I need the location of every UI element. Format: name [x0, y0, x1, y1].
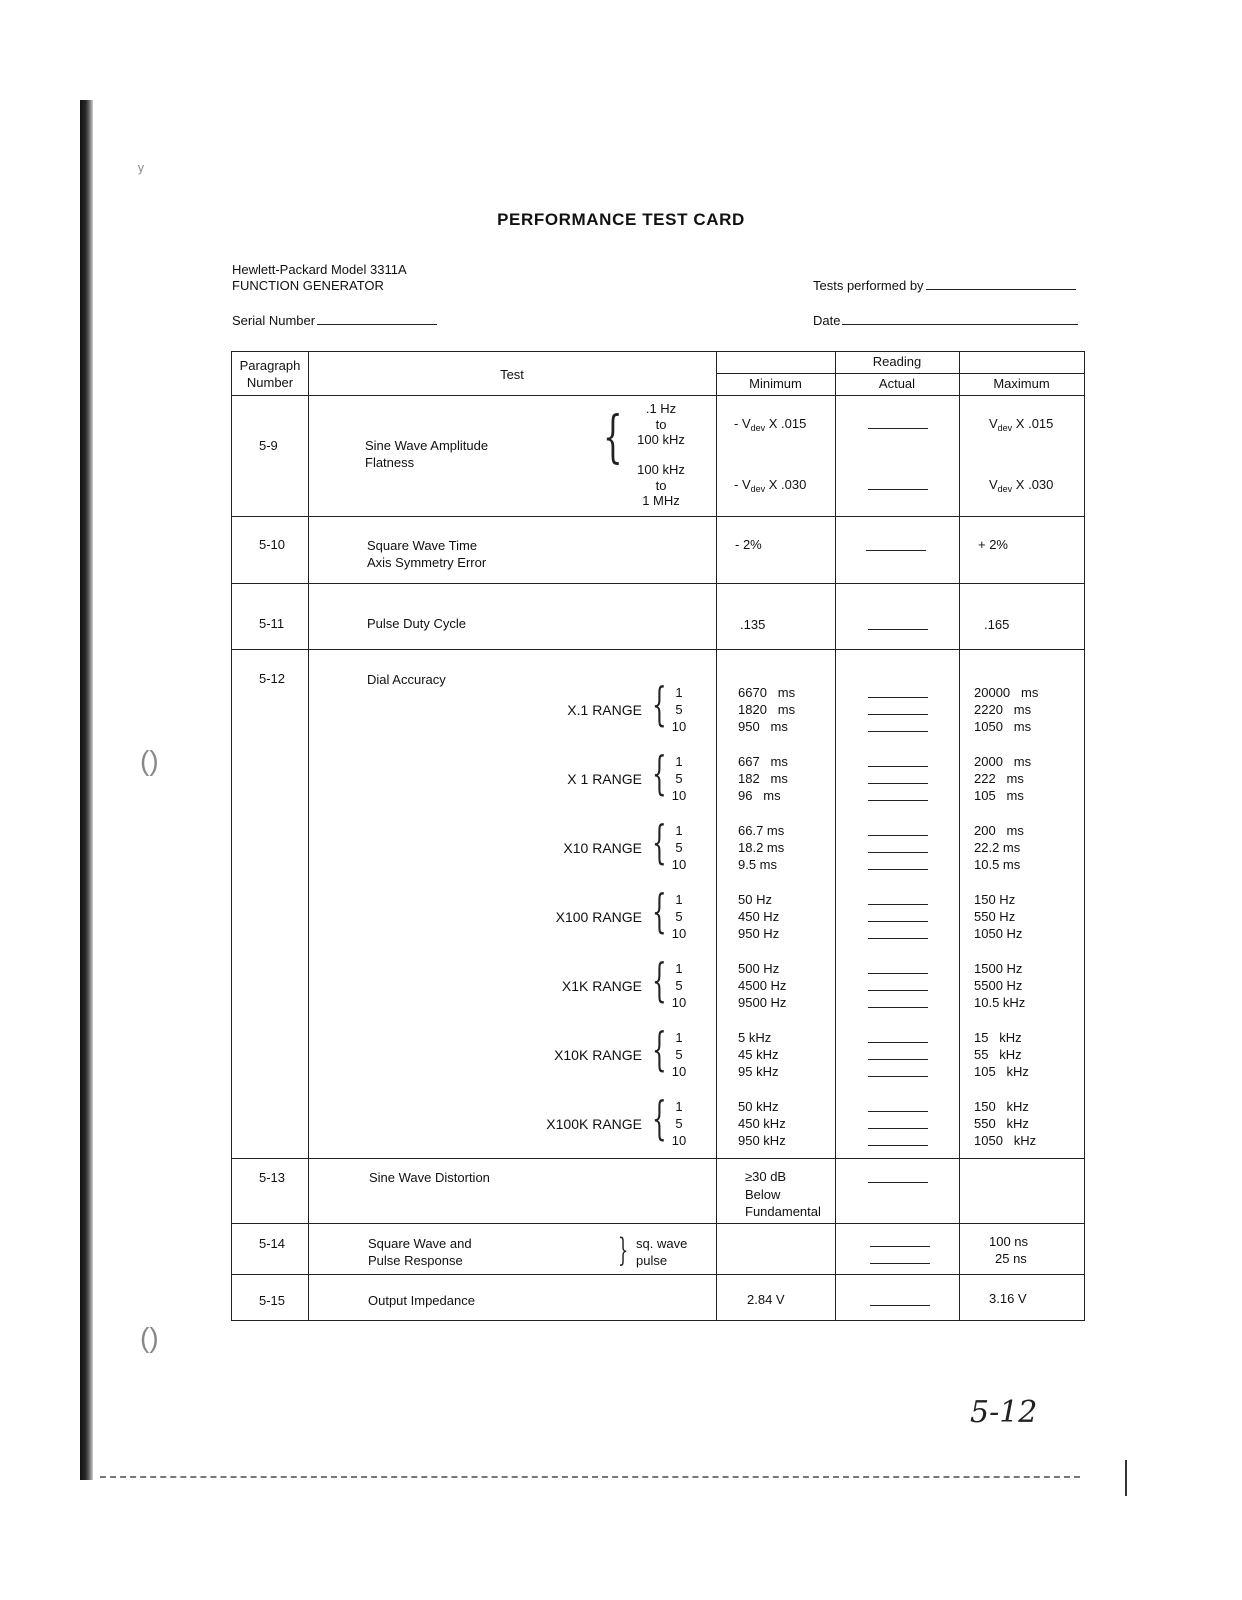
minimum-value: 9.5 ms — [738, 857, 778, 872]
maximum-value: 105 kHz — [974, 1064, 1029, 1079]
corner-mark — [1125, 1460, 1127, 1496]
minimum-value: 96 ms — [738, 788, 781, 803]
paragraph-number: 5-9 — [259, 438, 278, 453]
brace-icon: { — [652, 1022, 667, 1076]
column-divider — [716, 352, 717, 1320]
frequency-range-label: 1 MHz — [642, 493, 680, 508]
actual-reading-blank[interactable] — [868, 852, 928, 853]
row-divider — [232, 649, 1084, 650]
minimum-value: - 2% — [735, 537, 762, 552]
test-name: Sine Wave Amplitude — [365, 438, 489, 453]
actual-reading-blank[interactable] — [868, 904, 928, 905]
actual-reading-blank[interactable] — [868, 1128, 928, 1129]
maximum-value: + 2% — [978, 537, 1008, 552]
value-part: X .030 — [765, 477, 807, 492]
minimum-value: ≥30 dB — [745, 1169, 787, 1184]
minimum-value: 667 ms — [738, 754, 788, 769]
dial-setting: 5 — [675, 1116, 683, 1131]
minimum-value: 1820 ms — [738, 702, 796, 717]
maximum-value: 10.5 ms — [974, 857, 1021, 872]
maximum-value: 5500 Hz — [974, 978, 1023, 993]
tests-performed-blank — [926, 277, 1076, 290]
actual-reading-blank[interactable] — [868, 1182, 928, 1183]
actual-reading-blank[interactable] — [868, 629, 928, 630]
paragraph-number: 5-11 — [259, 616, 285, 631]
range-label: X.1 RANGE — [567, 702, 642, 718]
brace-icon: { — [652, 815, 667, 869]
paragraph-number: 5-15 — [259, 1293, 286, 1308]
actual-reading-blank[interactable] — [868, 1145, 928, 1146]
dial-setting: 10 — [671, 926, 687, 941]
actual-reading-blank[interactable] — [868, 973, 928, 974]
actual-reading-blank[interactable] — [868, 1076, 928, 1077]
maximum-value: 3.16 V — [989, 1291, 1027, 1306]
test-name: Square Wave and — [368, 1236, 472, 1251]
column-divider — [959, 352, 960, 1320]
minimum-value — [734, 477, 806, 494]
dial-setting: 5 — [675, 978, 683, 993]
minimum-value: 6670 ms — [738, 685, 796, 700]
range-label: X 1 RANGE — [567, 771, 642, 787]
tests-performed-label: Tests performed by — [813, 278, 924, 293]
test-name: Sine Wave Distortion — [369, 1170, 490, 1185]
maximum-value: 15 kHz — [974, 1030, 1022, 1045]
paragraph-number: 5-14 — [259, 1236, 286, 1251]
col-header-minimum: Minimum — [749, 376, 802, 391]
test-name: Axis Symmetry Error — [367, 555, 487, 570]
dial-setting: 1 — [675, 892, 683, 907]
value-part: X .030 — [1012, 477, 1054, 492]
maximum-value: 105 ms — [974, 788, 1024, 803]
range-label: X1K RANGE — [561, 978, 642, 994]
actual-reading-blank[interactable] — [868, 697, 928, 698]
value-part: - V — [734, 477, 751, 492]
dial-setting: 10 — [671, 719, 687, 734]
dial-setting: 1 — [675, 961, 683, 976]
col-header-test: Test — [500, 367, 524, 382]
test-name: Flatness — [365, 455, 415, 470]
model-label: Hewlett-Packard Model 3311A — [232, 262, 407, 277]
minimum-value: 50 Hz — [738, 892, 772, 907]
dial-setting: 5 — [675, 840, 683, 855]
brace-icon: { — [652, 746, 667, 800]
actual-reading-blank[interactable] — [868, 921, 928, 922]
minimum-value: 500 Hz — [738, 961, 780, 976]
minimum-value: 66.7 ms — [738, 823, 785, 838]
dial-setting: 1 — [675, 1030, 683, 1045]
minimum-value: Fundamental — [745, 1204, 821, 1219]
performance-test-table — [231, 351, 1085, 1321]
range-label: X10 RANGE — [563, 840, 642, 856]
brace-icon: { — [652, 884, 667, 938]
maximum-value — [989, 477, 1053, 494]
maximum-value: 2000 ms — [974, 754, 1032, 769]
maximum-value: 200 ms — [974, 823, 1024, 838]
dial-setting: 5 — [675, 1047, 683, 1062]
actual-reading-blank[interactable] — [868, 800, 928, 801]
actual-reading-blank[interactable] — [868, 1059, 928, 1060]
minimum-value: 9500 Hz — [738, 995, 787, 1010]
col-header-reading: Reading — [872, 354, 922, 369]
dial-setting: 1 — [675, 823, 683, 838]
col-header-maximum: Maximum — [993, 376, 1050, 391]
dial-setting: 5 — [675, 909, 683, 924]
brace-icon: { — [652, 953, 667, 1007]
minimum-value: 45 kHz — [738, 1047, 779, 1062]
test-name: Square Wave Time — [367, 538, 478, 553]
frequency-range-label: to — [655, 478, 667, 493]
actual-reading-blank[interactable] — [868, 489, 928, 490]
frequency-range-label: .1 Hz — [645, 401, 677, 416]
minimum-value: 950 kHz — [738, 1133, 786, 1148]
minimum-value: 450 Hz — [738, 909, 780, 924]
actual-reading-blank[interactable] — [868, 766, 928, 767]
actual-reading-blank[interactable] — [868, 990, 928, 991]
actual-reading-blank[interactable] — [868, 428, 928, 429]
maximum-value: 1050 kHz — [974, 1133, 1037, 1148]
minimum-value — [734, 416, 806, 433]
serial-number-blank — [317, 312, 437, 325]
actual-reading-blank[interactable] — [868, 1111, 928, 1112]
maximum-value: 550 kHz — [974, 1116, 1029, 1131]
response-option: pulse — [636, 1253, 668, 1268]
range-label: X100 RANGE — [555, 909, 642, 925]
dial-setting: 1 — [675, 685, 683, 700]
minimum-value: 450 kHz — [738, 1116, 786, 1131]
value-subscript: dev — [750, 423, 766, 433]
dial-setting: 5 — [675, 702, 683, 717]
maximum-value: 1050 Hz — [974, 926, 1023, 941]
paragraph-number: 5-10 — [259, 537, 286, 552]
value-subscript: dev — [997, 484, 1013, 494]
actual-reading-blank[interactable] — [868, 714, 928, 715]
instrument-label: FUNCTION GENERATOR — [232, 278, 384, 293]
dial-setting: 1 — [675, 754, 683, 769]
minimum-value: 950 Hz — [738, 926, 780, 941]
minimum-value: .135 — [740, 617, 766, 632]
paragraph-number: 5-13 — [259, 1170, 286, 1185]
maximum-value: 150 kHz — [974, 1099, 1029, 1114]
value-part: X .015 — [1012, 416, 1054, 431]
paragraph-number: 5-12 — [259, 671, 286, 686]
actual-reading-blank[interactable] — [868, 869, 928, 870]
page-title: PERFORMANCE TEST CARD — [497, 210, 745, 229]
dial-setting: 10 — [671, 995, 687, 1010]
minimum-value: 50 kHz — [738, 1099, 779, 1114]
actual-reading-blank[interactable] — [870, 1246, 930, 1247]
range-label: X100K RANGE — [546, 1116, 642, 1132]
punch-mark: ʸ — [138, 160, 144, 180]
dial-setting: 5 — [675, 771, 683, 786]
range-label: X10K RANGE — [554, 1047, 642, 1063]
actual-reading-blank[interactable] — [870, 1305, 930, 1306]
row-divider — [232, 1274, 1084, 1275]
actual-reading-blank[interactable] — [868, 731, 928, 732]
handwritten-page-number: 5-12 — [970, 1395, 1038, 1430]
minimum-value: 5 kHz — [738, 1030, 772, 1045]
dial-setting: 10 — [671, 1064, 687, 1079]
maximum-value: 100 ns — [989, 1234, 1029, 1249]
subheader-divider — [716, 373, 1084, 374]
dial-setting: 1 — [675, 1099, 683, 1114]
maximum-value: 150 Hz — [974, 892, 1016, 907]
dial-setting: 10 — [671, 857, 687, 872]
scan-edge-bar — [80, 100, 93, 1480]
maximum-value: 22.2 ms — [974, 840, 1021, 855]
punch-hole-mark: () — [140, 745, 159, 776]
date-label: Date — [813, 313, 841, 328]
date-field — [813, 312, 1078, 328]
test-name: Pulse Response — [368, 1253, 463, 1268]
row-divider — [232, 395, 1084, 396]
row-divider — [232, 1223, 1084, 1224]
maximum-value: 222 ms — [974, 771, 1024, 786]
frequency-range-label: 100 kHz — [637, 432, 685, 447]
serial-number-label: Serial Number — [232, 313, 316, 328]
col-header-paragraph: Paragraph — [239, 358, 301, 373]
minimum-value: Below — [745, 1187, 781, 1202]
punch-hole-mark: () — [140, 1322, 159, 1353]
maximum-value: 1050 ms — [974, 719, 1032, 734]
maximum-value: .165 — [984, 617, 1010, 632]
minimum-value: 18.2 ms — [738, 840, 785, 855]
response-option: sq. wave — [636, 1236, 688, 1251]
brace-icon: { — [603, 405, 623, 470]
row-divider — [232, 583, 1084, 584]
column-divider — [835, 352, 836, 1320]
minimum-value: 950 ms — [738, 719, 788, 734]
actual-reading-blank[interactable] — [866, 550, 926, 551]
row-divider — [232, 516, 1084, 517]
maximum-value: 550 Hz — [974, 909, 1016, 924]
date-blank — [842, 312, 1078, 325]
column-divider — [308, 352, 309, 1320]
actual-reading-blank[interactable] — [870, 1263, 930, 1264]
maximum-value — [989, 416, 1053, 433]
maximum-value: 25 ns — [995, 1251, 1027, 1266]
value-part: V — [989, 416, 998, 431]
minimum-value: 95 kHz — [738, 1064, 779, 1079]
actual-reading-blank[interactable] — [868, 938, 928, 939]
maximum-value: 2220 ms — [974, 702, 1032, 717]
minimum-value: 2.84 V — [747, 1292, 785, 1307]
col-header-actual: Actual — [878, 376, 916, 391]
brace-icon: { — [652, 1091, 667, 1145]
value-part: - V — [734, 416, 751, 431]
dial-setting: 10 — [671, 788, 687, 803]
value-subscript: dev — [997, 423, 1013, 433]
brace-icon: { — [652, 677, 667, 731]
value-part: V — [989, 477, 998, 492]
test-name: Output Impedance — [368, 1293, 475, 1308]
row-divider — [232, 1158, 1084, 1159]
serial-number-field — [232, 312, 437, 328]
test-name: Pulse Duty Cycle — [367, 616, 466, 631]
tests-performed-field — [813, 277, 1076, 293]
maximum-value: 20000 ms — [974, 685, 1039, 700]
scan-bottom-line — [100, 1476, 1080, 1478]
maximum-value: 1500 Hz — [974, 961, 1023, 976]
dial-setting: 10 — [671, 1133, 687, 1148]
minimum-value: 182 ms — [738, 771, 788, 786]
frequency-range-label: 100 kHz — [637, 462, 685, 477]
value-subscript: dev — [750, 484, 766, 494]
maximum-value: 55 kHz — [974, 1047, 1022, 1062]
value-part: X .015 — [765, 416, 807, 431]
maximum-value: 10.5 kHz — [974, 995, 1026, 1010]
brace-icon: } — [618, 1231, 629, 1269]
actual-reading-blank[interactable] — [868, 783, 928, 784]
minimum-value: 4500 Hz — [738, 978, 787, 993]
frequency-range-label: to — [655, 417, 667, 432]
col-header-number: Number — [246, 375, 294, 390]
actual-reading-blank[interactable] — [868, 1007, 928, 1008]
actual-reading-blank[interactable] — [868, 835, 928, 836]
actual-reading-blank[interactable] — [868, 1042, 928, 1043]
test-name: Dial Accuracy — [367, 672, 446, 687]
